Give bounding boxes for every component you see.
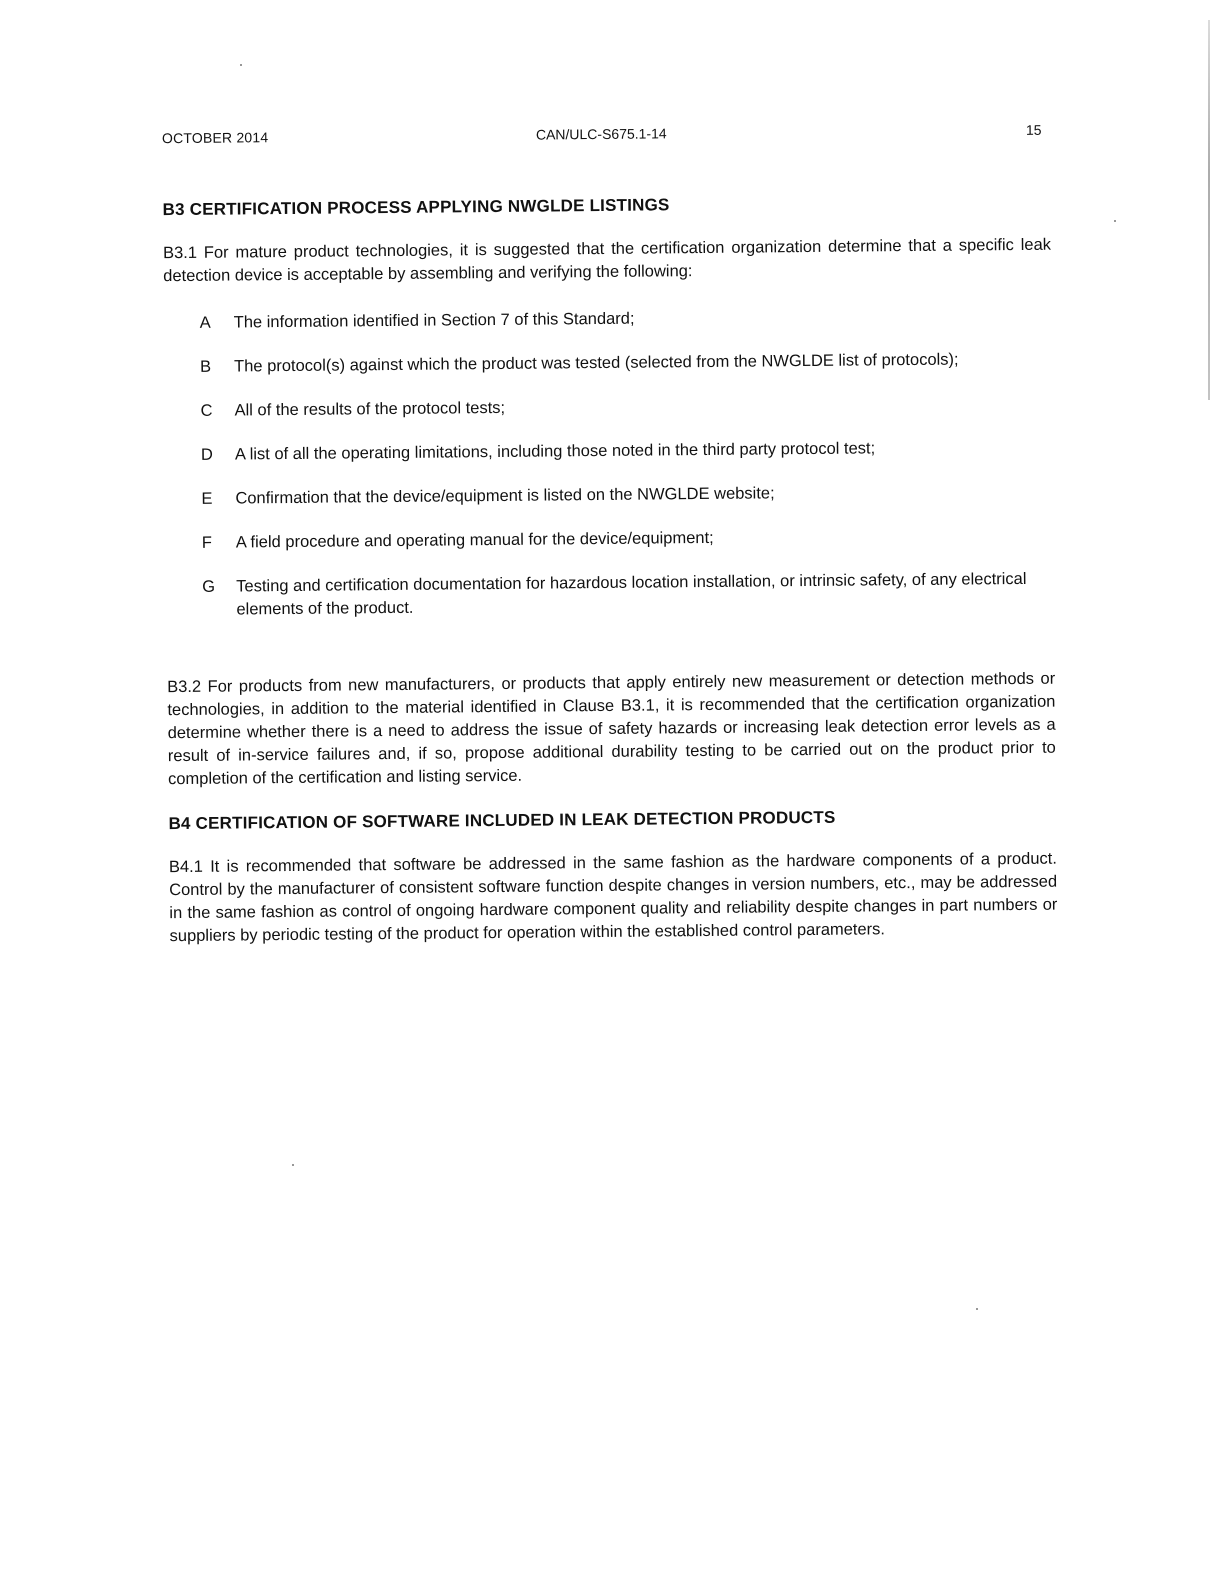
list-item-letter: E [201, 489, 213, 508]
header-standard-number: CAN/ULC-S675.1-14 [535, 125, 667, 143]
verification-list [200, 304, 1053, 643]
list-item-letter: D [200, 445, 213, 464]
list-item-text: The protocol(s) against which the product was tested (selected from the NWGLDE list of protocols); [234, 350, 959, 376]
list-item-text: All of the results of the protocol tests; [234, 398, 506, 420]
list-item [200, 348, 1050, 379]
list-item-letter: C [200, 401, 213, 420]
section-b3-heading: B3 CERTIFICATION PROCESS APPLYING NWGLDE LISTINGS [162, 195, 670, 220]
section-b4-heading: B4 CERTIFICATION OF SOFTWARE INCLUDED IN LEAK DETECTION PRODUCTS [168, 807, 836, 834]
list-item [202, 524, 1052, 555]
header-date: OCTOBER 2014 [161, 129, 269, 147]
list-item [202, 568, 1052, 622]
list-item-text: Confirmation that the device/equipment is listed on the NWGLDE website; [235, 484, 775, 508]
clause-b4-1: B4.1 It is recommended that software be addressed in the same fashion as the hardware components of a product. Control by the manufacturer of consistent software function despite changes in version numbers, etc., may be addressed in the same fashion as control of ongoing hardware component quality and reliability despite changes in part numbers or suppliers by periodic testing of the product for operation within the established control parameters. [168, 849, 1058, 946]
list-item [200, 304, 1050, 335]
list-item-text: Testing and certification documentation for hazardous location installation, or intrinsic safety, of any electrical elements of the product. [236, 569, 1027, 619]
list-item-letter: A [199, 313, 211, 332]
list-item-text: The information identified in Section 7 of this Standard; [233, 309, 635, 332]
list-item-letter: B [200, 357, 212, 376]
list-item-text: A field procedure and operating manual for the device/equipment; [235, 528, 714, 552]
list-item-text: A list of all the operating limitations, including those noted in the third party protocol test; [234, 439, 876, 464]
clause-b3-2: B3.2 For products from new manufacturers, or products that apply entirely new measurement or detection methods or technologies, in addition to the material identified in Clause B3.1, it is recommended that the certification organization determine whether there is a need to address the issue of safety hazards or increasing leak detection error levels as a result of in-service failures and, if so, propose additional durability testing to be carried out on the product prior to completion of the certification and listing service. [167, 669, 1056, 789]
list-item [201, 480, 1051, 511]
clause-b3-1: B3.1 For mature product technologies, it is suggested that the certification organization determine that a specific leak detection device is acceptable by assembling and verifying the following: [162, 235, 1052, 286]
list-item-letter: G [202, 577, 216, 596]
list-item-letter: F [201, 533, 212, 552]
page-number: 15 [1025, 121, 1042, 138]
list-item [200, 392, 1050, 423]
list-item [201, 436, 1051, 467]
